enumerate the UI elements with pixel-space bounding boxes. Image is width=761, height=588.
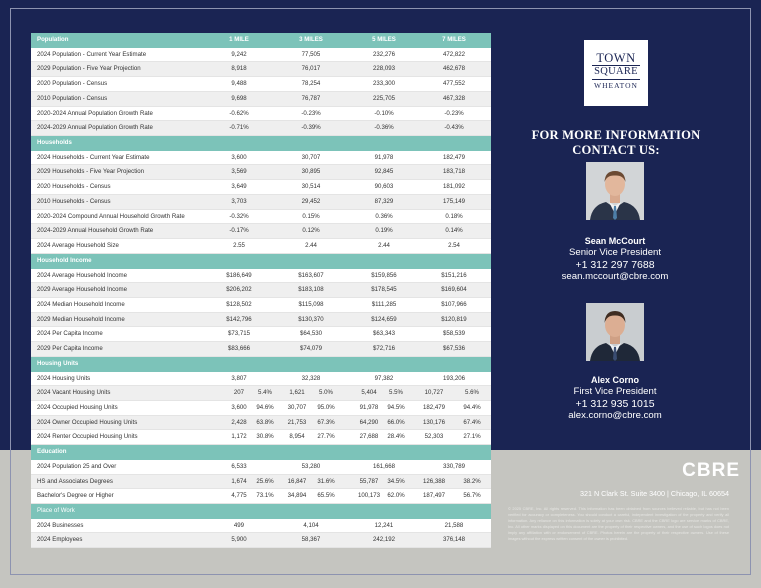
- row-value: $163,607: [298, 271, 324, 279]
- row-value: 55,787: [359, 477, 379, 485]
- row-label: 2029 Median Household Income: [37, 315, 125, 323]
- contact-name: Alex Corno: [590, 375, 639, 385]
- row-percent: 31.6%: [317, 477, 335, 485]
- row-value: 30,514: [301, 183, 321, 191]
- contact-title: First Vice President: [573, 386, 657, 397]
- row-value: -0.32%: [229, 212, 249, 220]
- row-percent: 67.4%: [463, 418, 481, 426]
- row-value: 0.12%: [302, 227, 320, 235]
- row-value: 130,176: [422, 418, 446, 426]
- row-value: $74,079: [299, 345, 323, 353]
- row-label: 2020 Population - Census: [37, 80, 108, 88]
- row-percent: 65.5%: [317, 492, 335, 500]
- table-row: [31, 475, 491, 490]
- contact-card-sean: [520, 235, 710, 283]
- legal-disclaimer: © 2025 CBRE, Inc. All rights reserved. This information has been obtained from sources believed reliable, but has not been verified for accuracy or completeness. You should conduct a careful, independent investigation of the property and verify all information. Any reliance on this information is solely at your own risk. CBRE and the CBRE logo are service marks of CBRE, Inc. All other marks displayed on this document are the property of their respective owners, and the use of such logos does not imply any affiliation with or endorsement of CBRE. Photos herein are the property of their respective owners. Use of these images without the express written consent of the owner is prohibited.: [508, 506, 729, 541]
- table-row: [31, 165, 491, 180]
- row-value: 330,789: [442, 462, 466, 470]
- row-value: 8,954: [289, 433, 305, 441]
- row-value: 32,328: [301, 374, 321, 382]
- row-percent: 5.4%: [258, 389, 272, 397]
- row-label: 2024 Per Capita Income: [37, 330, 103, 338]
- row-value: 0.15%: [302, 212, 320, 220]
- row-label: 2024 Median Household Income: [37, 300, 125, 308]
- column-header: 5 MILES: [372, 36, 396, 43]
- row-percent: 67.3%: [317, 418, 335, 426]
- section-title: Households: [37, 139, 72, 147]
- row-label: 2010 Population - Census: [37, 94, 108, 102]
- row-label: 2024 Households - Current Year Estimate: [37, 153, 150, 161]
- row-value: 161,668: [372, 462, 396, 470]
- table-row: [31, 401, 491, 416]
- row-label: 2024 Population - Current Year Estimate: [37, 50, 147, 58]
- column-header: 7 MILES: [442, 36, 466, 43]
- table-row: [31, 269, 491, 284]
- logo-line-2: SQUARE: [594, 66, 638, 77]
- office-address: 321 N Clark St. Suite 3400 | Chicago, IL 60654: [579, 489, 729, 498]
- row-value: $120,819: [441, 315, 467, 323]
- table-row: [31, 283, 491, 298]
- contact-heading: FOR MORE INFORMATION CONTACT US:: [531, 128, 701, 157]
- row-value: $178,545: [371, 286, 397, 294]
- contact-email[interactable]: alex.corno@cbre.com: [568, 410, 662, 421]
- logo-line-3: WHEATON: [594, 81, 638, 90]
- row-label: 2029 Population - Five Year Projection: [37, 65, 141, 73]
- table-row: [31, 416, 491, 431]
- row-value: $128,502: [226, 300, 252, 308]
- row-value: 183,718: [442, 168, 466, 176]
- row-value: -0.43%: [444, 124, 464, 132]
- row-value: 30,707: [287, 403, 307, 411]
- table-row: [31, 519, 491, 534]
- row-value: 467,328: [442, 94, 466, 102]
- row-label: 2029 Households - Five Year Projection: [37, 168, 145, 176]
- section-title: Housing Units: [37, 359, 79, 367]
- row-value: 187,497: [422, 492, 446, 500]
- row-value: $130,370: [298, 315, 324, 323]
- table-row: [31, 195, 491, 210]
- table-row: [31, 533, 491, 548]
- row-value: 9,242: [231, 50, 247, 58]
- row-value: 91,978: [359, 403, 379, 411]
- column-header: 3 MILES: [299, 36, 323, 43]
- row-value: 58,367: [301, 536, 321, 544]
- row-value: 3,600: [231, 153, 247, 161]
- row-value: 2.54: [448, 242, 460, 250]
- row-value: 76,017: [301, 65, 321, 73]
- row-value: $63,343: [372, 330, 396, 338]
- table-row: [31, 342, 491, 357]
- table-row: [31, 210, 491, 225]
- row-value: 92,845: [374, 168, 394, 176]
- table-row: [31, 62, 491, 77]
- row-value: 30,895: [301, 168, 321, 176]
- contact-phone[interactable]: +1 312 935 1015: [575, 398, 655, 410]
- row-label: 2029 Per Capita Income: [37, 345, 103, 353]
- row-value: $206,202: [226, 286, 252, 294]
- column-header: 1 MILE: [229, 36, 249, 43]
- row-value: 233,300: [372, 80, 396, 88]
- row-label: 2024 Housing Units: [37, 374, 91, 382]
- section-header: [31, 254, 491, 269]
- row-label: 2024 Renter Occupied Housing Units: [37, 433, 138, 441]
- row-value: 9,698: [231, 94, 247, 102]
- row-label: 2024 Population 25 and Over: [37, 462, 117, 470]
- row-value: -0.10%: [374, 109, 394, 117]
- row-value: $115,098: [298, 300, 324, 308]
- table-row: [31, 372, 491, 387]
- row-value: -0.17%: [229, 227, 249, 235]
- row-value: 1,621: [289, 389, 305, 397]
- row-value: 4,775: [231, 492, 247, 500]
- row-value: $107,966: [441, 300, 467, 308]
- section-header: [31, 136, 491, 151]
- row-value: 232,276: [372, 50, 396, 58]
- table-row: [31, 313, 491, 328]
- row-value: $64,530: [299, 330, 323, 338]
- table-row: [31, 489, 491, 504]
- row-value: 3,649: [231, 183, 247, 191]
- row-value: 97,382: [374, 374, 394, 382]
- row-value: $83,666: [227, 345, 251, 353]
- cbre-logo: CBRE: [682, 460, 740, 481]
- contact-title: Senior Vice President: [568, 247, 662, 258]
- table-row: [31, 239, 491, 254]
- row-value: 53,280: [301, 462, 321, 470]
- demographics-table: [31, 33, 491, 548]
- contact-name: Sean McCourt: [584, 236, 646, 246]
- row-percent: 94.6%: [256, 403, 274, 411]
- row-value: 4,104: [303, 521, 319, 529]
- row-value: $142,796: [226, 315, 252, 323]
- section-title: Household Income: [37, 256, 92, 264]
- row-value: 3,807: [231, 374, 247, 382]
- row-value: 2.44: [305, 242, 317, 250]
- row-value: 91,978: [374, 153, 394, 161]
- row-value: 77,505: [301, 50, 321, 58]
- sean-mccourt-photo: [586, 162, 644, 220]
- table-row: [31, 224, 491, 239]
- row-label: Bachelor's Degree or Higher: [37, 492, 114, 500]
- row-percent: 25.6%: [256, 477, 274, 485]
- row-label: 2024 Employees: [37, 536, 83, 544]
- row-value: 3,569: [231, 168, 247, 176]
- row-value: 12,241: [374, 521, 394, 529]
- row-label: 2020-2024 Compound Annual Household Growth Rate: [37, 212, 185, 220]
- row-value: 182,479: [442, 153, 466, 161]
- section-header: [31, 504, 491, 519]
- row-value: -0.39%: [301, 124, 321, 132]
- row-value: 193,206: [442, 374, 466, 382]
- row-percent: 66.0%: [387, 418, 405, 426]
- table-row: [31, 121, 491, 136]
- row-label: HS and Associates Degrees: [37, 477, 113, 485]
- row-label: 2024 Owner Occupied Housing Units: [37, 418, 138, 426]
- row-percent: 95.0%: [317, 403, 335, 411]
- section-header: [31, 445, 491, 460]
- town-square-wheaton-logo: [584, 40, 648, 106]
- section-header: [31, 357, 491, 372]
- contact-card-alex: [520, 374, 710, 422]
- row-value: 5,404: [361, 389, 377, 397]
- row-label: 2020-2024 Annual Population Growth Rate: [37, 109, 153, 117]
- row-value: 225,705: [372, 94, 396, 102]
- row-value: 16,847: [287, 477, 307, 485]
- table-row: [31, 327, 491, 342]
- row-percent: 28.4%: [387, 433, 405, 441]
- row-label: 2024-2029 Annual Household Growth Rate: [37, 227, 154, 235]
- row-value: $183,108: [298, 286, 324, 294]
- row-value: 1,674: [231, 477, 247, 485]
- row-label: 2020 Households - Census: [37, 183, 111, 191]
- row-value: 2,428: [231, 418, 247, 426]
- row-value: 21,753: [287, 418, 307, 426]
- row-percent: 30.8%: [256, 433, 274, 441]
- row-value: 21,588: [444, 521, 464, 529]
- row-value: 29,452: [301, 197, 321, 205]
- row-percent: 73.1%: [256, 492, 274, 500]
- row-value: 0.19%: [375, 227, 393, 235]
- row-value: -0.36%: [374, 124, 394, 132]
- row-value: 6,533: [231, 462, 247, 470]
- row-value: 3,703: [231, 197, 247, 205]
- row-value: 126,388: [422, 477, 446, 485]
- row-percent: 34.5%: [387, 477, 405, 485]
- row-label: 2024 Average Household Size: [37, 242, 119, 250]
- table-row: [31, 48, 491, 63]
- row-percent: 27.1%: [463, 433, 481, 441]
- row-value: 100,173: [357, 492, 381, 500]
- row-value: 477,552: [442, 80, 466, 88]
- row-value: 462,678: [442, 65, 466, 73]
- row-value: 2.55: [233, 242, 245, 250]
- row-percent: 63.8%: [256, 418, 274, 426]
- row-value: 472,822: [442, 50, 466, 58]
- row-value: 78,254: [301, 80, 321, 88]
- row-value: 64,290: [359, 418, 379, 426]
- row-value: $124,659: [371, 315, 397, 323]
- row-value: -0.23%: [301, 109, 321, 117]
- logo-divider: [592, 79, 640, 80]
- row-percent: 27.7%: [317, 433, 335, 441]
- section-header: [31, 33, 491, 48]
- row-value: $151,216: [441, 271, 467, 279]
- row-value: $72,716: [372, 345, 396, 353]
- row-value: 175,149: [442, 197, 466, 205]
- row-percent: 94.4%: [463, 403, 481, 411]
- row-value: -0.62%: [229, 109, 249, 117]
- row-label: 2024 Occupied Housing Units: [37, 403, 118, 411]
- table-row: [31, 430, 491, 445]
- row-value: 27,688: [359, 433, 379, 441]
- table-row: [31, 460, 491, 475]
- row-value: $159,856: [371, 271, 397, 279]
- row-value: 181,092: [442, 183, 466, 191]
- row-value: -0.71%: [229, 124, 249, 132]
- table-row: [31, 180, 491, 195]
- contact-email[interactable]: sean.mccourt@cbre.com: [561, 271, 669, 282]
- section-title: Place of Work: [37, 507, 75, 514]
- row-label: 2024-2029 Annual Population Growth Rate: [37, 124, 153, 132]
- row-value: 9,488: [231, 80, 247, 88]
- row-value: 8,918: [231, 65, 247, 73]
- row-value: $73,715: [227, 330, 251, 338]
- logo-line-1: TOWN: [596, 51, 636, 65]
- row-value: 182,479: [422, 403, 446, 411]
- row-value: 0.18%: [445, 212, 463, 220]
- row-value: $58,539: [442, 330, 466, 338]
- row-value: 3,600: [231, 403, 247, 411]
- row-value: 52,303: [424, 433, 444, 441]
- row-percent: 56.7%: [463, 492, 481, 500]
- row-value: 90,603: [374, 183, 394, 191]
- row-value: 499: [233, 521, 245, 529]
- row-percent: 62.0%: [387, 492, 405, 500]
- table-row: [31, 298, 491, 313]
- row-value: 30,707: [301, 153, 321, 161]
- table-row: [31, 151, 491, 166]
- table-row: [31, 386, 491, 401]
- row-value: 376,148: [442, 536, 466, 544]
- table-row: [31, 77, 491, 92]
- row-label: 2024 Businesses: [37, 521, 84, 529]
- row-value: -0.23%: [444, 109, 464, 117]
- contact-phone[interactable]: +1 312 297 7688: [575, 259, 655, 271]
- row-value: 228,093: [372, 65, 396, 73]
- row-value: 87,329: [374, 197, 394, 205]
- row-percent: 94.5%: [387, 403, 405, 411]
- row-value: 5,900: [231, 536, 247, 544]
- row-value: 0.36%: [375, 212, 393, 220]
- row-value: 0.14%: [445, 227, 463, 235]
- table-row: [31, 92, 491, 107]
- row-label: 2024 Average Household Income: [37, 271, 128, 279]
- section-title: Education: [37, 448, 67, 456]
- row-percent: 5.0%: [319, 389, 333, 397]
- row-value: 10,727: [424, 389, 444, 397]
- row-label: 2024 Vacant Housing Units: [37, 389, 111, 397]
- row-percent: 5.6%: [465, 389, 479, 397]
- row-value: $111,285: [371, 300, 397, 308]
- row-value: 242,192: [372, 536, 396, 544]
- row-value: 34,894: [287, 492, 307, 500]
- row-value: $186,649: [226, 271, 252, 279]
- row-value: 76,787: [301, 94, 321, 102]
- row-value: $67,536: [442, 345, 466, 353]
- row-value: $169,604: [441, 286, 467, 294]
- row-percent: 38.2%: [463, 477, 481, 485]
- row-value: 2.44: [378, 242, 390, 250]
- alex-corno-photo: [586, 303, 644, 361]
- table-row: [31, 107, 491, 122]
- row-value: 1,172: [231, 433, 247, 441]
- section-title: Population: [37, 36, 69, 43]
- row-percent: 5.5%: [389, 389, 403, 397]
- row-label: 2029 Average Household Income: [37, 286, 128, 294]
- row-label: 2010 Households - Census: [37, 197, 111, 205]
- row-value: 207: [233, 389, 245, 397]
